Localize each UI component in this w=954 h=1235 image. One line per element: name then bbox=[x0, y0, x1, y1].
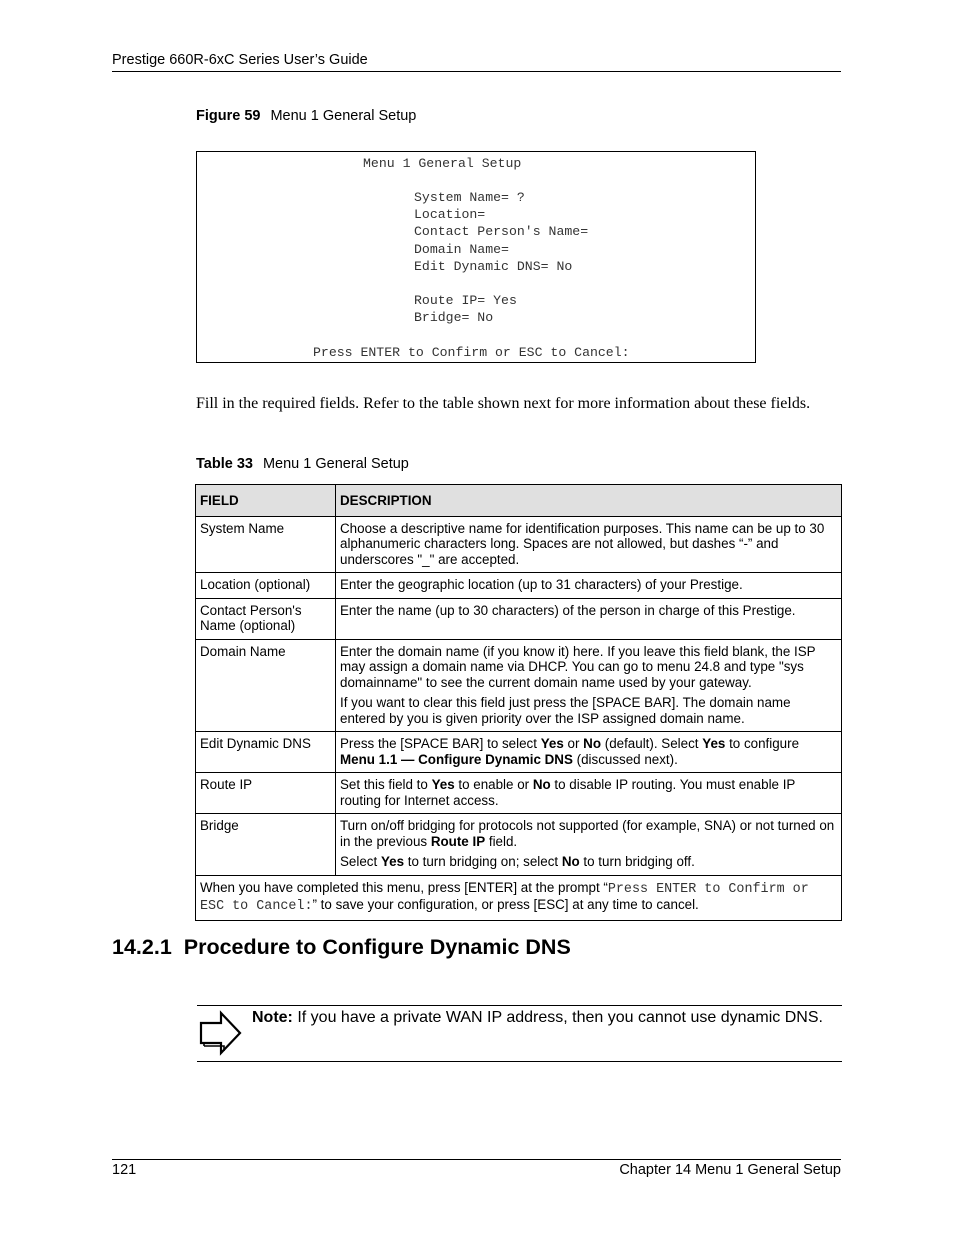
description-cell bbox=[336, 814, 842, 876]
screen-prompt: Press ENTER to Confirm or ESC to Cancel: bbox=[313, 345, 630, 360]
text-run: to turn bridging off. bbox=[579, 854, 695, 869]
text-run: When you have completed this menu, press [ENTER] at the prompt “ bbox=[200, 879, 608, 895]
section-number: 14.2.1 bbox=[112, 935, 172, 959]
screen-line-dyndns: Edit Dynamic DNS= No bbox=[414, 259, 573, 274]
field-cell: Bridge bbox=[196, 814, 336, 876]
text-run: to enable or bbox=[454, 777, 533, 792]
screen-line-route-ip: Route IP= Yes bbox=[414, 293, 517, 308]
bold-run: Menu 1.1 — Configure Dynamic DNS bbox=[340, 751, 573, 767]
header-divider bbox=[112, 71, 841, 72]
description-text: Enter the domain name (if you know it) here. If you leave this field blank, the ISP may assign a domain name via DHCP. You can go to menu 24.8 and type "sys domainname" to see the current domain name used by your gateway. bbox=[340, 643, 816, 690]
note-text bbox=[252, 1008, 837, 1028]
note-label: Note: bbox=[252, 1009, 293, 1026]
text-run: ” to save your configuration, or press [ESC] at any time to cancel. bbox=[312, 897, 699, 912]
table-row bbox=[196, 573, 842, 599]
table-caption bbox=[196, 456, 409, 472]
bold-run: No bbox=[583, 736, 602, 751]
field-cell: System Name bbox=[196, 516, 336, 573]
text-run: Set this field to bbox=[340, 777, 432, 792]
note-top-divider bbox=[197, 1005, 842, 1006]
screen-line-contact: Contact Person's Name= bbox=[414, 224, 589, 239]
fields-table bbox=[195, 484, 842, 921]
table-title: Menu 1 General Setup bbox=[262, 456, 409, 472]
header-description: DESCRIPTION bbox=[336, 485, 842, 517]
screen-title: Menu 1 General Setup bbox=[363, 156, 522, 171]
running-header: Prestige 660R-6xC Series User’s Guide bbox=[112, 52, 368, 68]
page-number: 121 bbox=[112, 1162, 137, 1178]
field-cell: Contact Person's Name (optional) bbox=[196, 598, 336, 639]
figure-title: Menu 1 General Setup bbox=[270, 108, 417, 124]
bold-run: Yes bbox=[540, 736, 564, 751]
field-cell: Location (optional) bbox=[196, 573, 336, 599]
text-run: (discussed next). bbox=[572, 751, 678, 767]
description-cell bbox=[336, 732, 842, 773]
text-run: to disable IP routing. You must enable IP routing for Internet access. bbox=[340, 777, 796, 808]
description-text bbox=[340, 854, 837, 870]
prompt-code: Press ENTER to Confirm or ESC to Cancel: bbox=[200, 881, 809, 914]
terminal-screen bbox=[196, 151, 756, 363]
table-row bbox=[196, 814, 842, 876]
field-cell: Edit Dynamic DNS bbox=[196, 732, 336, 773]
section-heading bbox=[112, 935, 571, 960]
bold-run: Yes bbox=[702, 736, 726, 751]
text-run: or bbox=[563, 736, 584, 751]
section-title: Procedure to Configure Dynamic DNS bbox=[183, 935, 571, 959]
table-row bbox=[196, 639, 842, 732]
table-row bbox=[196, 516, 842, 573]
field-cell: Domain Name bbox=[196, 639, 336, 732]
chapter-title: Chapter 14 Menu 1 General Setup bbox=[619, 1162, 841, 1178]
bold-run: Yes bbox=[380, 854, 405, 869]
table-footer-cell bbox=[196, 875, 842, 920]
screen-line-system-name: System Name= ? bbox=[414, 190, 525, 205]
table-footer-row bbox=[196, 875, 842, 920]
field-cell: Route IP bbox=[196, 773, 336, 814]
bold-run: Yes bbox=[431, 777, 455, 792]
text-run: Turn on/off bridging for protocols not supported (for example, SNA) or not turned on in the previous bbox=[340, 818, 835, 849]
note-body: If you have a private WAN IP address, then you cannot use dynamic DNS. bbox=[292, 1009, 823, 1026]
bold-run: Route IP bbox=[430, 833, 486, 849]
table-row bbox=[196, 598, 842, 639]
intro-paragraph: Fill in the required fields. Refer to the table shown next for more information about these fields. bbox=[196, 395, 811, 412]
bold-run: No bbox=[561, 854, 580, 869]
text-run: to turn bridging on; select bbox=[404, 854, 562, 869]
screen-line-bridge: Bridge= No bbox=[414, 310, 494, 325]
table-label: Table 33 bbox=[196, 456, 253, 472]
description-cell: Choose a descriptive name for identification purposes. This name can be up to 30 alphanumeric characters long. Spaces are not allowed, but dashes “-” and underscores "_" are accepted. bbox=[336, 516, 842, 573]
table-row bbox=[196, 773, 842, 814]
arrow-right-icon bbox=[199, 1010, 243, 1056]
screen-line-location: Location= bbox=[414, 207, 486, 222]
text-run: (default). Select bbox=[601, 736, 703, 751]
text-run: Select bbox=[340, 854, 381, 869]
description-text: If you want to clear this field just press the [SPACE BAR]. The domain name entered by you is given priority over the ISP assigned domain name. bbox=[340, 695, 791, 726]
text-run: to configure bbox=[725, 736, 800, 751]
footer-divider bbox=[112, 1159, 841, 1160]
description-cell bbox=[336, 773, 842, 814]
header-field: FIELD bbox=[196, 485, 336, 517]
description-cell: Enter the name (up to 30 characters) of the person in charge of this Prestige. bbox=[336, 598, 842, 639]
text-run: field. bbox=[485, 833, 518, 849]
description-cell: Enter the geographic location (up to 31 characters) of your Prestige. bbox=[336, 573, 842, 599]
table-header-row bbox=[196, 485, 842, 517]
note-bottom-divider bbox=[197, 1061, 842, 1062]
description-cell bbox=[336, 639, 842, 732]
figure-label: Figure 59 bbox=[196, 108, 261, 124]
text-run: Press the [SPACE BAR] to select bbox=[340, 736, 541, 751]
figure-caption bbox=[196, 108, 416, 124]
bold-run: No bbox=[532, 777, 551, 792]
screen-line-domain: Domain Name= bbox=[414, 242, 509, 257]
table-row bbox=[196, 732, 842, 773]
